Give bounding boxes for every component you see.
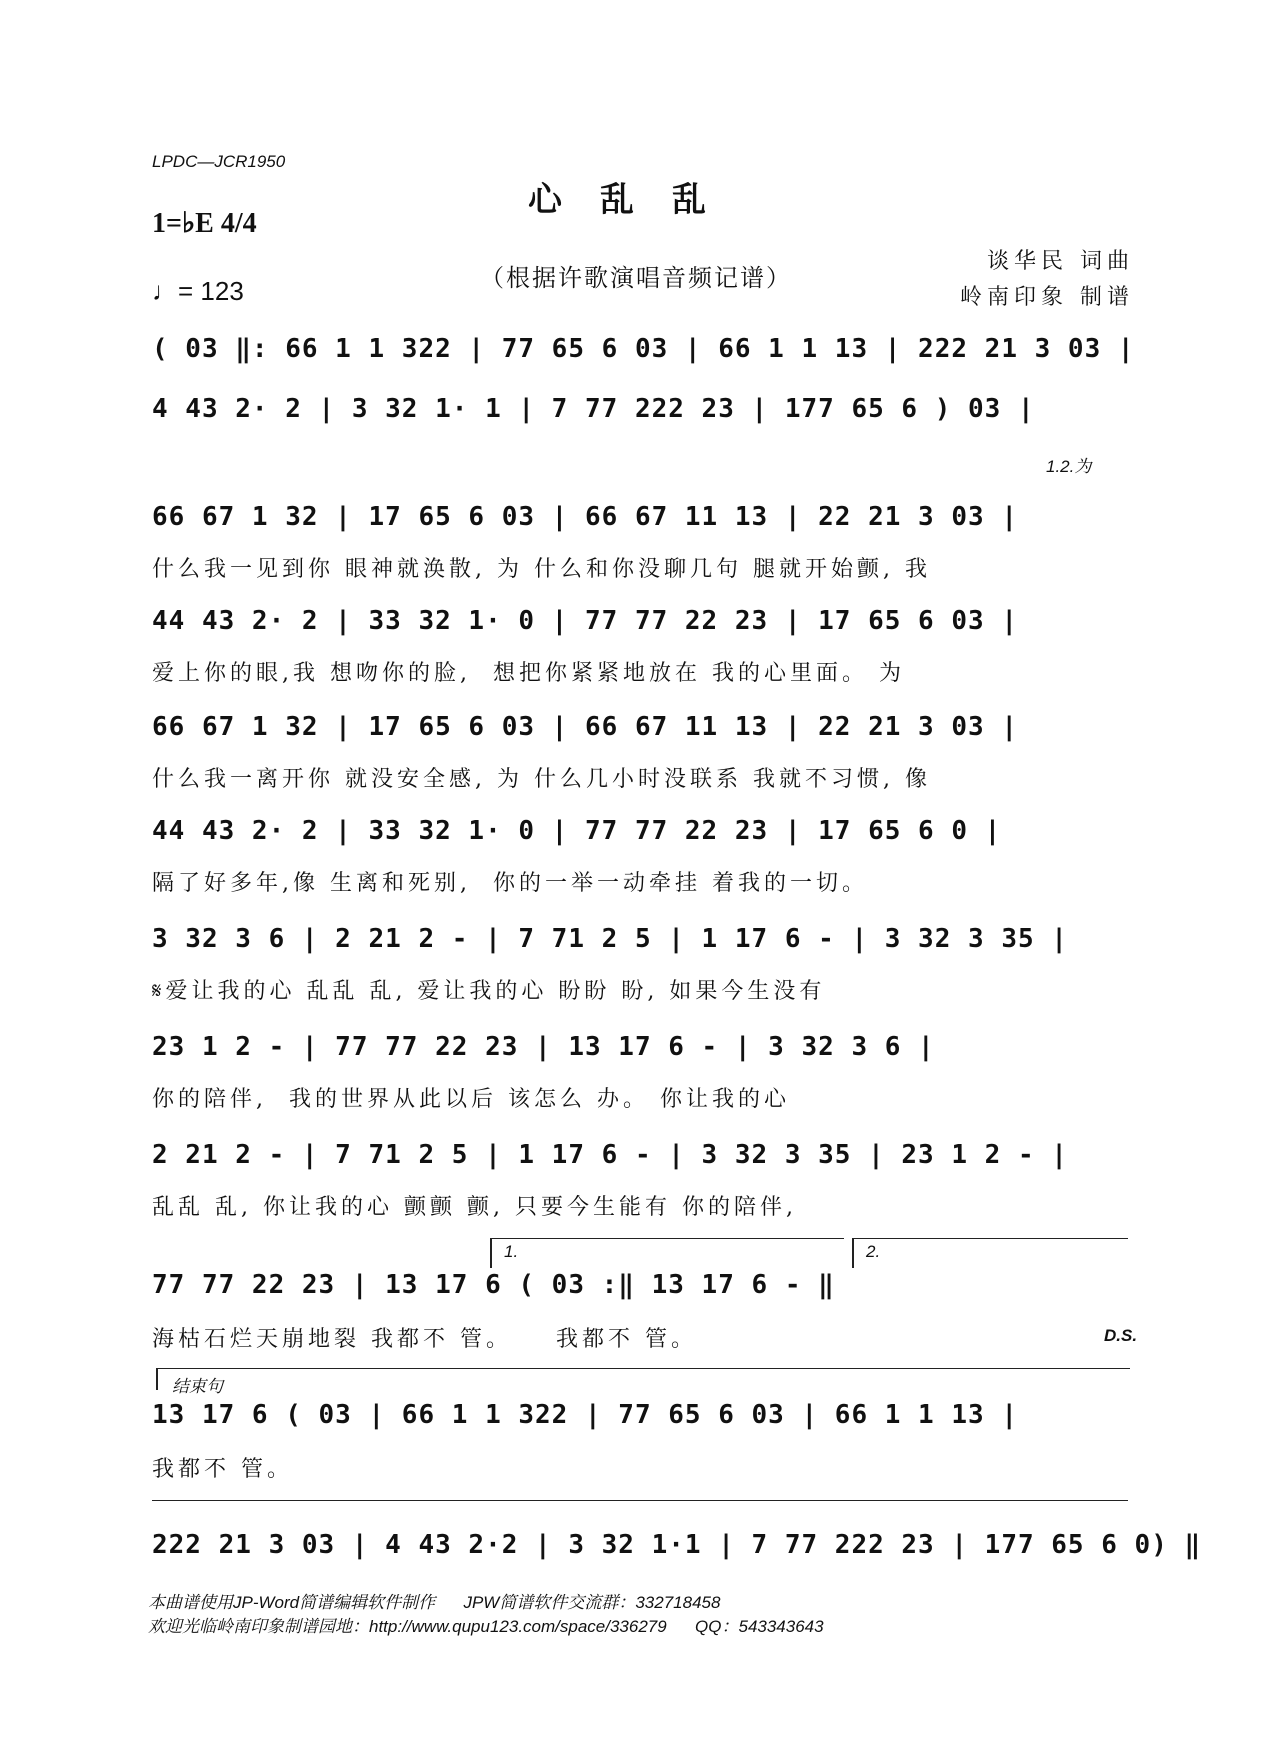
score-row-3: 66 67 1 32 | 17 65 6 03 | 66 67 11 13 | 22 21 3 03 |: [152, 502, 1018, 532]
lyrics-row-10: 海枯石烂天崩地裂 我都不 管。 我都不 管。: [152, 1327, 697, 1352]
score-row-12: 222 21 3 03 | 4 43 2·2 | 3 32 1·1 | 7 77 222 23 | 177 65 6 0) ‖: [152, 1530, 1202, 1560]
score-row-5: 66 67 1 32 | 17 65 6 03 | 66 67 11 13 | 22 21 3 03 |: [152, 712, 1018, 742]
volta-1-left-edge: [490, 1238, 492, 1268]
volta-2-label: 2.: [866, 1242, 881, 1261]
lyrics-row-5: 什么我一离开你 就没安全感, 为 什么几小时没联系 我就不习惯, 像: [152, 767, 931, 792]
volta-1-label: 1.: [504, 1242, 519, 1261]
lyrics-row-9: 乱乱 乱, 你让我的心 颤颤 颤, 只要今生能有 你的陪伴,: [152, 1195, 797, 1220]
lyrics-row-11: 我都不 管。: [152, 1457, 293, 1482]
tempo-mark: ♩= 123: [152, 276, 244, 306]
score-row-7: 3 32 3 6 | 2 21 2 - | 7 71 2 5 | 1 17 6 - | 3 32 3 35 |: [152, 924, 1068, 954]
score-row-8: 23 1 2 - | 77 77 22 23 | 13 17 6 - | 3 32 3 6 |: [152, 1032, 935, 1062]
score-row-2: 4 43 2· 2 | 3 32 1· 1 | 7 77 222 23 | 177 65 6 ) 03 |: [152, 394, 1035, 424]
footer-line-1: 本曲谱使用JP-Word简谱编辑软件制作 JPW简谱软件交流群：332718458: [148, 1593, 721, 1612]
coda-bracket-edge: [156, 1368, 158, 1390]
subtitle: （根据许歌演唱音频记谱）: [480, 264, 792, 292]
volta-2-left-edge: [852, 1238, 854, 1268]
first-ending-mark: 1.2.为: [1046, 457, 1092, 476]
volta-2-bracket: [852, 1238, 1128, 1239]
volta-1-bracket: [490, 1238, 844, 1239]
lyrics-row-4: 爱上你的眼,我 想吻你的脸, 想把你紧紧地放在 我的心里面。 为: [152, 661, 905, 686]
score-row-10: 77 77 22 23 | 13 17 6 ( 03 :‖ 13 17 6 - ‖: [152, 1270, 835, 1300]
lyrics-row-6: 隔了好多年,像 生离和死别, 你的一举一动牵挂 着我的一切。: [152, 871, 868, 896]
score-row-11: 13 17 6 ( 03 | 66 1 1 322 | 77 65 6 03 | 66 1 1 13 |: [152, 1400, 1018, 1430]
score-row-1: ( 03 ‖: 66 1 1 322 | 77 65 6 03 | 66 1 1 13 | 222 21 3 03 |: [152, 334, 1135, 364]
score-row-9: 2 21 2 - | 7 71 2 5 | 1 17 6 - | 3 32 3 35 | 23 1 2 - |: [152, 1140, 1068, 1170]
arranger-credit: 岭南印象 制谱: [960, 285, 1134, 310]
coda-bracket: [156, 1368, 1130, 1369]
composer-credit: 谈华民 词曲: [987, 249, 1134, 274]
section-divider: [152, 1500, 1128, 1501]
score-code: LPDC—JCR1950: [152, 152, 286, 171]
score-row-6: 44 43 2· 2 | 33 32 1· 0 | 77 77 22 23 | 17 65 6 0 |: [152, 816, 1002, 846]
ds-mark: D.S.: [1104, 1326, 1138, 1345]
footer-line-2: 欢迎光临岭南印象制谱园地：http://www.qupu123.com/space/336279 QQ：543343643: [148, 1617, 824, 1636]
coda-label: 结束句: [172, 1377, 223, 1396]
key-signature: 1=♭E 4/4: [152, 208, 257, 239]
page-title: 心乱乱: [528, 180, 744, 220]
lyrics-row-3: 什么我一见到你 眼神就涣散, 为 什么和你没聊几句 腿就开始颤, 我: [152, 557, 931, 582]
lyrics-row-8: 你的陪伴, 我的世界从此以后 该怎么 办。 你让我的心: [152, 1087, 790, 1112]
lyrics-row-7: 𝄋爱让我的心 乱乱 乱, 爱让我的心 盼盼 盼, 如果今生没有: [152, 979, 826, 1004]
score-row-4: 44 43 2· 2 | 33 32 1· 0 | 77 77 22 23 | 17 65 6 03 |: [152, 606, 1018, 636]
